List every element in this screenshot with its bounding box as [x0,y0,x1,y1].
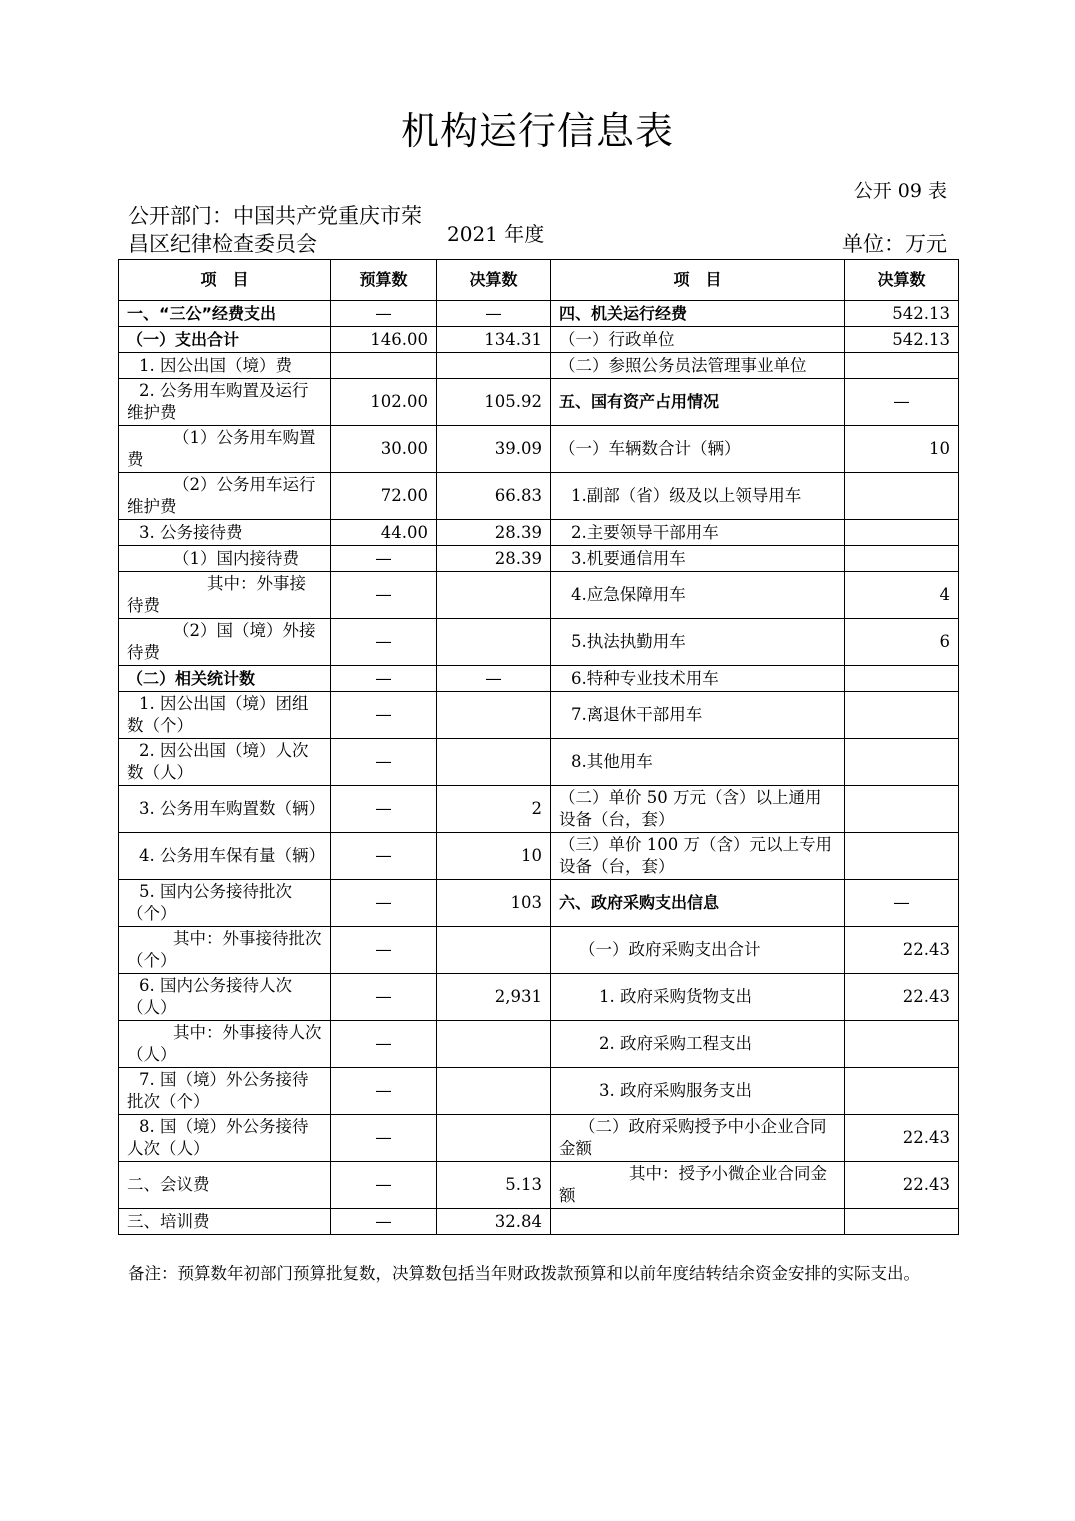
table-row [119,572,959,619]
row-item-label-right: 8.其他用车 [551,739,845,786]
row-budget-value: — [331,619,437,666]
row-final-value-right: 22.43 [845,927,959,974]
row-item-label: （2）国（境）外接待费 [119,619,331,666]
row-item-label-right: 2. 政府采购工程支出 [551,1021,845,1068]
row-final-value: 103 [437,880,551,927]
row-final-value: 66.83 [437,473,551,520]
table-row [119,520,959,546]
row-item-label-right: （二）政府采购授予中小企业合同金额 [551,1115,845,1162]
row-final-value [437,692,551,739]
header-budget: 预算数 [331,260,437,301]
row-budget-value: — [331,1021,437,1068]
table-row [119,974,959,1021]
header-final-right: 决算数 [845,260,959,301]
row-final-value-right: 542.13 [845,327,959,353]
row-item-label-right: 5.执法执勤用车 [551,619,845,666]
fiscal-year: 2021 年度 [447,222,545,246]
table-row [119,927,959,974]
row-item-label: 一、“三公”经费支出 [119,301,331,327]
row-budget-value: 30.00 [331,426,437,473]
row-budget-value: — [331,666,437,692]
row-item-label: 其中：外事接待人次（人） [119,1021,331,1068]
table-row [119,786,959,833]
table-row [119,619,959,666]
row-final-value [437,1068,551,1115]
table-row [119,1209,959,1235]
row-item-label-right: 3.机要通信用车 [551,546,845,572]
row-final-value: 28.39 [437,546,551,572]
row-item-label-right: （三）单价 100 万（含）元以上专用设备（台，套） [551,833,845,880]
row-item-label: 4. 公务用车保有量（辆） [119,833,331,880]
row-budget-value: — [331,1209,437,1235]
table-row [119,473,959,520]
row-budget-value [331,353,437,379]
row-item-label: 其中：外事接待批次（个） [119,927,331,974]
row-budget-value: — [331,927,437,974]
row-budget-value: — [331,692,437,739]
header-item: 项 目 [119,260,331,301]
row-budget-value: 102.00 [331,379,437,426]
row-final-value-right: 22.43 [845,1115,959,1162]
row-item-label-right: 1.副部（省）级及以上领导用车 [551,473,845,520]
row-item-label: （1）公务用车购置费 [119,426,331,473]
row-final-value: 2 [437,786,551,833]
row-item-label: 5. 国内公务接待批次（个） [119,880,331,927]
row-item-label-right [551,1209,845,1235]
row-final-value-right [845,1021,959,1068]
row-item-label: 2. 因公出国（境）人次数（人） [119,739,331,786]
row-final-value [437,619,551,666]
row-final-value [437,927,551,974]
row-item-label: （2）公务用车运行维护费 [119,473,331,520]
row-final-value-right: — [845,379,959,426]
row-final-value [437,353,551,379]
row-final-value [437,739,551,786]
row-final-value [437,572,551,619]
row-final-value-right [845,1068,959,1115]
row-budget-value: 146.00 [331,327,437,353]
row-budget-value: — [331,1115,437,1162]
row-item-label-right: （一）车辆数合计（辆） [551,426,845,473]
table-row [119,1021,959,1068]
row-item-label-right: （一）政府采购支出合计 [551,927,845,974]
row-final-value-right [845,692,959,739]
header-final: 决算数 [437,260,551,301]
row-final-value: 28.39 [437,520,551,546]
table-row [119,833,959,880]
row-final-value-right: 22.43 [845,1162,959,1209]
table-row [119,353,959,379]
row-final-value-right [845,520,959,546]
row-final-value [437,1021,551,1068]
row-final-value-right: 4 [845,572,959,619]
row-final-value-right [845,473,959,520]
row-budget-value: — [331,739,437,786]
row-budget-value: — [331,880,437,927]
info-table [118,259,959,1235]
row-final-value-right: 542.13 [845,301,959,327]
row-budget-value: — [331,833,437,880]
row-item-label-right: 3. 政府采购服务支出 [551,1068,845,1115]
table-row [119,739,959,786]
row-item-label-right: 六、政府采购支出信息 [551,880,845,927]
row-item-label-right: 四、机关运行经费 [551,301,845,327]
table-row [119,1162,959,1209]
table-header-row [119,260,959,301]
row-item-label: （一）支出合计 [119,327,331,353]
table-row [119,426,959,473]
row-item-label-right: 7.离退休干部用车 [551,692,845,739]
row-final-value-right [845,739,959,786]
page-title: 机构运行信息表 [400,109,674,153]
row-item-label-right: 其中：授予小微企业合同金额 [551,1162,845,1209]
row-final-value-right: 22.43 [845,974,959,1021]
row-final-value: — [437,301,551,327]
row-item-label: 二、会议费 [119,1162,331,1209]
row-final-value: — [437,666,551,692]
table-row [119,1115,959,1162]
row-item-label-right: 2.主要领导干部用车 [551,520,845,546]
row-budget-value: — [331,1162,437,1209]
row-item-label-right: 6.特种专业技术用车 [551,666,845,692]
row-item-label: 8. 国（境）外公务接待人次（人） [119,1115,331,1162]
table-row [119,880,959,927]
row-final-value-right: — [845,880,959,927]
table-row [119,692,959,739]
table-row [119,301,959,327]
row-item-label: 1. 因公出国（境）团组数（个） [119,692,331,739]
row-final-value-right: 10 [845,426,959,473]
table-row [119,546,959,572]
row-final-value: 32.84 [437,1209,551,1235]
row-final-value: 10 [437,833,551,880]
row-final-value [437,1115,551,1162]
row-final-value: 105.92 [437,379,551,426]
row-item-label: 1. 因公出国（境）费 [119,353,331,379]
row-final-value: 5.13 [437,1162,551,1209]
row-budget-value: — [331,974,437,1021]
row-budget-value: — [331,546,437,572]
row-item-label: 2. 公务用车购置及运行维护费 [119,379,331,426]
row-item-label: 三、培训费 [119,1209,331,1235]
row-item-label: 其中：外事接待费 [119,572,331,619]
row-item-label: （1）国内接待费 [119,546,331,572]
row-final-value-right: 6 [845,619,959,666]
row-final-value-right [845,666,959,692]
row-budget-value: — [331,786,437,833]
row-item-label-right: 五、国有资产占用情况 [551,379,845,426]
row-item-label: 6. 国内公务接待人次（人） [119,974,331,1021]
row-final-value: 134.31 [437,327,551,353]
table-row [119,1068,959,1115]
row-final-value-right [845,833,959,880]
row-final-value-right [845,546,959,572]
row-budget-value: — [331,301,437,327]
row-item-label-right: （一）行政单位 [551,327,845,353]
row-final-value-right [845,353,959,379]
table-row [119,666,959,692]
row-final-value: 39.09 [437,426,551,473]
header-item-right: 项 目 [551,260,845,301]
row-item-label-right: （二）单价 50 万元（含）以上通用设备（台，套） [551,786,845,833]
row-budget-value: 72.00 [331,473,437,520]
table-row [119,379,959,426]
row-item-label: （二）相关统计数 [119,666,331,692]
row-budget-value: — [331,1068,437,1115]
row-item-label: 3. 公务用车购置数（辆） [119,786,331,833]
row-item-label-right: 1. 政府采购货物支出 [551,974,845,1021]
row-item-label-right: 4.应急保障用车 [551,572,845,619]
row-budget-value: — [331,572,437,619]
row-budget-value: 44.00 [331,520,437,546]
unit-label: 单位：万元 [842,232,947,256]
form-number: 公开 09 表 [853,180,947,202]
row-item-label-right: （二）参照公务员法管理事业单位 [551,353,845,379]
row-item-label: 3. 公务接待费 [119,520,331,546]
row-final-value-right [845,786,959,833]
row-final-value: 2,931 [437,974,551,1021]
row-item-label: 7. 国（境）外公务接待批次（个） [119,1068,331,1115]
department: 公开部门：中国共产党重庆市荣昌区纪律检查委员会 [128,204,422,256]
row-final-value-right [845,1209,959,1235]
table-row [119,327,959,353]
footnote: 备注：预算数年初部门预算批复数，决算数包括当年财政拨款预算和以前年度结转结余资金安排的实际支出。 [128,1264,920,1283]
